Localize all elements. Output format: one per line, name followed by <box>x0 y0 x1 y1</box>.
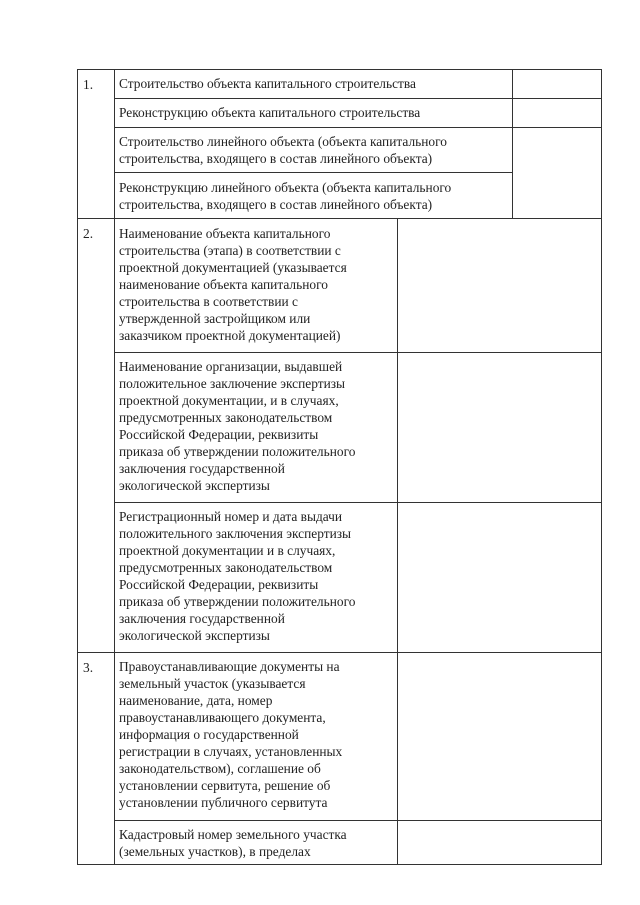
cell-text: положительного заключения экспертизы <box>119 526 352 541</box>
cell-text: утвержденной застройщиком или <box>119 311 311 326</box>
cell-text: заключения государственной <box>119 461 285 476</box>
cell-text: приказа об утверждении положительного <box>119 594 356 609</box>
cell-text: заключения государственной <box>119 611 285 626</box>
cell-text: законодательством), соглашение об <box>119 761 321 776</box>
table-border-left <box>77 69 78 865</box>
cell-text: проектной документации, и в случаях, <box>119 393 339 408</box>
cell-text: строительства, входящего в состав линейного объекта) <box>119 151 433 166</box>
cell-text: Строительство объекта капитального строительства <box>119 76 416 91</box>
cell-text: предусмотренных законодательством <box>119 410 333 425</box>
cell-text: строительства (этапа) в соответствии с <box>119 243 341 258</box>
cell-text: земельный участок (указывается <box>119 676 306 691</box>
row-divider <box>114 172 512 173</box>
cell-text: предусмотренных законодательством <box>119 560 333 575</box>
cell-text: Строительство линейного объекта (объекта капитального <box>119 134 447 149</box>
cell-text: проектной документацией (указывается <box>119 260 347 275</box>
row-divider <box>114 502 602 503</box>
cell-text: установлении публичного сервитута <box>119 795 328 810</box>
cell-text: Кадастровый номер земельного участка <box>119 827 347 842</box>
cell-text: Российской Федерации, реквизиты <box>119 577 319 592</box>
cell-text: экологической экспертизы <box>119 478 270 493</box>
number-column-divider <box>114 69 115 865</box>
cell-text: установлении сервитута, решение об <box>119 778 331 793</box>
cell-text: наименование объекта капитального <box>119 277 328 292</box>
table-border-right <box>601 69 602 865</box>
row-divider <box>114 127 602 128</box>
cell-text: строительства в соответствии с <box>119 294 298 309</box>
cell-text: информация о государственной <box>119 727 299 742</box>
cell-text: Российской Федерации, реквизиты <box>119 427 319 442</box>
cell-text: Регистрационный номер и дата выдачи <box>119 509 343 524</box>
section-number-1: 1. <box>83 77 94 92</box>
cell-text: Наименование организации, выдавшей <box>119 359 343 374</box>
table-border-top <box>77 69 602 70</box>
cell-text: проектной документации и в случаях, <box>119 543 336 558</box>
row-divider <box>114 352 602 353</box>
section-divider <box>77 652 602 653</box>
cell-text: экологической экспертизы <box>119 628 270 643</box>
cell-text: наименование, дата, номер <box>119 693 273 708</box>
cell-text: Реконструкцию объекта капитального строительства <box>119 105 421 120</box>
table-border-bottom <box>77 864 602 865</box>
cell-text: Правоустанавливающие документы на <box>119 659 340 674</box>
value-column-divider <box>397 218 398 865</box>
cell-text: строительства, входящего в состав линейного объекта) <box>119 197 433 212</box>
row-divider <box>114 820 602 821</box>
section-number-2: 2. <box>83 226 94 241</box>
value-column-divider <box>512 69 513 218</box>
section-number-3: 3. <box>83 660 94 675</box>
section-divider <box>77 218 602 219</box>
row-divider <box>114 98 602 99</box>
cell-text: Наименование объекта капитального <box>119 226 331 241</box>
cell-text: положительное заключение экспертизы <box>119 376 346 391</box>
cell-text: заказчиком проектной документацией) <box>119 328 341 343</box>
cell-text: Реконструкцию линейного объекта (объекта капитального <box>119 180 452 195</box>
cell-text: (земельных участков), в пределах <box>119 844 311 859</box>
cell-text: правоустанавливающего документа, <box>119 710 326 725</box>
cell-text: регистрации в случаях, установленных <box>119 744 343 759</box>
cell-text: приказа об утверждении положительного <box>119 444 356 459</box>
